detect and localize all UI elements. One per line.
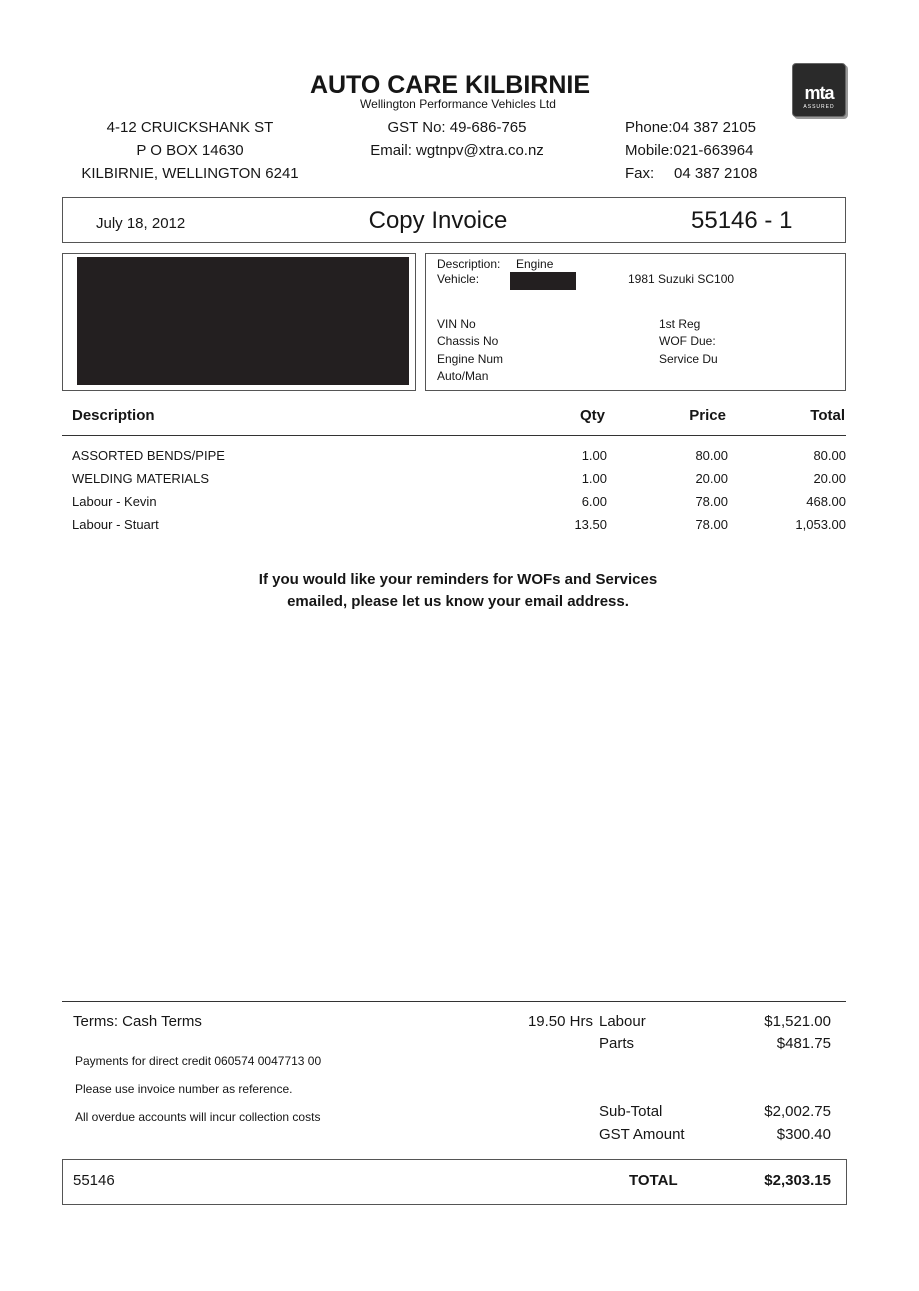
parts-label: Parts xyxy=(599,1035,635,1052)
col-header-qty: Qty xyxy=(579,407,605,424)
row-total: 80.00 xyxy=(813,448,846,463)
address-line: P O BOX 14630 xyxy=(136,142,244,159)
phone-row xyxy=(625,116,757,139)
footer-invoice-ref: 55146 xyxy=(73,1172,115,1189)
vehicle-model: 1981 Suzuki SC100 xyxy=(628,272,735,286)
mta-logo xyxy=(792,63,846,117)
footer-divider xyxy=(62,1001,846,1002)
col-header-description: Description xyxy=(72,407,155,424)
table-row xyxy=(0,471,919,491)
logo-text: mta xyxy=(804,83,834,103)
row-qty: 13.50 xyxy=(574,517,607,532)
fax-value: 04 387 2108 xyxy=(674,165,758,182)
row-price: 20.00 xyxy=(695,471,728,486)
table-row xyxy=(0,494,919,514)
logo-subtext: ASSURED xyxy=(803,104,835,110)
vehicle-description-label: Description: xyxy=(437,257,501,271)
row-qty: 6.00 xyxy=(581,494,607,509)
address-line: KILBIRNIE, WELLINGTON 6241 xyxy=(81,165,299,182)
phone-label: Phone: xyxy=(625,119,673,136)
invoice-date: July 18, 2012 xyxy=(96,215,186,232)
notice-line: emailed, please let us know your email address. xyxy=(287,593,629,610)
row-price: 78.00 xyxy=(695,517,728,532)
labour-amount: $1,521.00 xyxy=(764,1013,831,1030)
row-description: Labour - Kevin xyxy=(72,494,157,509)
invoice-title: Copy Invoice xyxy=(368,207,508,234)
auto-man-label: Auto/Man xyxy=(437,369,489,383)
col-header-price: Price xyxy=(689,407,726,424)
fax-row xyxy=(625,162,757,185)
service-due-label: Service Du xyxy=(659,352,718,366)
overdue-note: All overdue accounts will incur collection costs xyxy=(75,1110,321,1124)
phone-value: 04 387 2105 xyxy=(672,119,756,136)
subtotal-amount: $2,002.75 xyxy=(764,1103,831,1120)
payment-terms: Terms: Cash Terms xyxy=(73,1013,202,1030)
total-label: TOTAL xyxy=(629,1172,678,1189)
customer-redaction xyxy=(77,257,409,385)
row-total: 20.00 xyxy=(813,471,846,486)
row-qty: 1.00 xyxy=(581,448,607,463)
mobile-row xyxy=(625,139,757,162)
labour-label: Labour xyxy=(599,1013,646,1030)
vehicle-description: Engine xyxy=(516,257,554,271)
notice-line: If you would like your reminders for WOFs and Services xyxy=(258,571,658,588)
gst-amount: $300.40 xyxy=(776,1126,831,1143)
row-price: 80.00 xyxy=(695,448,728,463)
table-header-divider xyxy=(62,435,846,436)
row-qty: 1.00 xyxy=(581,471,607,486)
row-description: ASSORTED BENDS/PIPE xyxy=(72,448,225,463)
vehicle-plate-redaction xyxy=(510,272,576,290)
mobile-label: Mobile: xyxy=(625,142,674,159)
row-description: WELDING MATERIALS xyxy=(72,471,210,486)
reference-note: Please use invoice number as reference. xyxy=(75,1082,293,1096)
engine-num-label: Engine Num xyxy=(437,352,504,366)
fax-label: Fax: xyxy=(625,165,655,182)
company-subtitle: Wellington Performance Vehicles Ltd xyxy=(360,97,556,111)
subtotal-label: Sub-Total xyxy=(599,1103,663,1120)
row-price: 78.00 xyxy=(695,494,728,509)
table-row xyxy=(0,448,919,468)
direct-credit-note: Payments for direct credit 060574 0047713 00 xyxy=(75,1054,322,1068)
row-description: Labour - Stuart xyxy=(72,517,159,532)
mobile-value: 021-663964 xyxy=(673,142,754,159)
wof-due-label: WOF Due: xyxy=(659,334,716,348)
labour-hours: 19.50 Hrs xyxy=(527,1013,593,1030)
vehicle-label: Vehicle: xyxy=(437,272,480,286)
address-line: 4-12 CRUICKSHANK ST xyxy=(106,119,274,136)
company-email: Email: wgtnpv@xtra.co.nz xyxy=(370,142,544,159)
company-tax-email xyxy=(332,116,582,162)
company-address xyxy=(60,116,320,185)
company-name: AUTO CARE KILBIRNIE xyxy=(309,71,591,99)
company-contact xyxy=(625,116,757,185)
invoice-number: 55146 - 1 xyxy=(691,207,793,234)
email-reminder-notice xyxy=(0,569,916,613)
gst-label: GST Amount xyxy=(599,1126,685,1143)
row-total: 468.00 xyxy=(806,494,846,509)
total-amount: $2,303.15 xyxy=(764,1172,831,1189)
vin-label: VIN No xyxy=(437,317,476,331)
chassis-label: Chassis No xyxy=(437,334,499,348)
col-header-total: Total xyxy=(810,407,845,424)
table-row xyxy=(0,517,919,537)
parts-amount: $481.75 xyxy=(776,1035,831,1052)
gst-number: GST No: 49-686-765 xyxy=(387,119,527,136)
row-total: 1,053.00 xyxy=(795,517,846,532)
first-reg-label: 1st Reg xyxy=(659,317,701,331)
